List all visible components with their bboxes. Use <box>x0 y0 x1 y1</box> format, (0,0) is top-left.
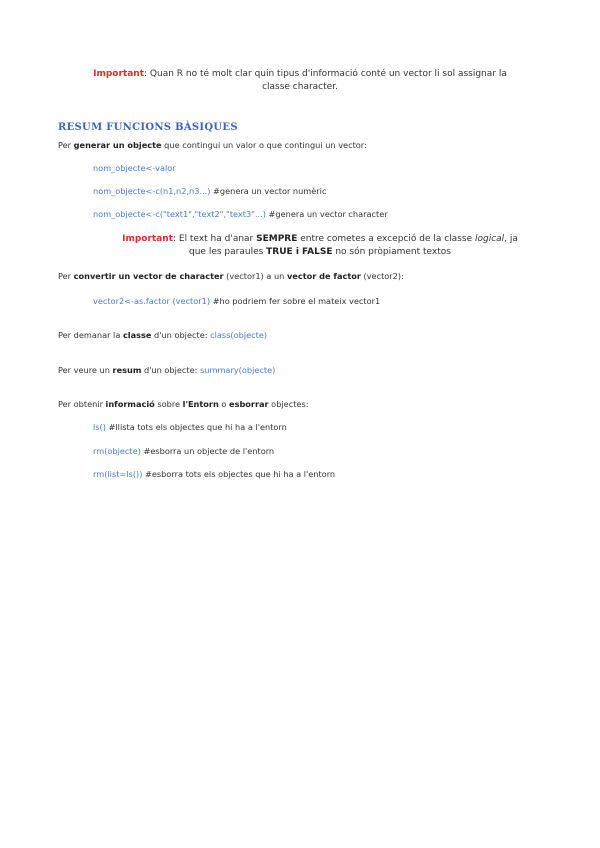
text-segment: Per <box>58 271 74 281</box>
italic-term: logical <box>474 234 505 244</box>
code-line <box>93 186 326 196</box>
text-segment: , ja <box>504 234 518 244</box>
important-note-top-text: : Quan R no té molt clar quin tipus d'informació conté un vector li sol assignar la <box>144 69 507 79</box>
code-snippet: summary(objecte) <box>200 365 276 375</box>
bold-term: SEMPRE <box>256 234 298 244</box>
code-snippet: nom_objecte<-c(n1,n2,n3...) <box>93 186 211 196</box>
code-comment: #genera un vector character <box>265 209 388 219</box>
code-comment: #esborra tots els objectes que hi ha a l'entorn <box>142 469 336 479</box>
code-line <box>93 446 274 456</box>
text-segment: Per <box>58 140 74 150</box>
code-line <box>93 209 388 219</box>
bold-term: generar un objecte <box>73 140 162 150</box>
text-segment: objectes: <box>268 399 309 409</box>
paragraph-entorn <box>58 399 308 409</box>
important-label: Important <box>122 234 173 244</box>
code-snippet: nom_objecte<-valor <box>93 163 176 173</box>
bold-term: vector de factor <box>286 271 361 281</box>
paragraph-classe <box>58 330 267 340</box>
important-note-text-line1 <box>80 233 560 246</box>
paragraph-generar <box>58 140 367 150</box>
important-note-top-line2: classe character. <box>262 82 338 92</box>
code-line <box>93 422 287 432</box>
bold-term: informació <box>105 399 155 409</box>
code-comment: #genera un vector numèric <box>210 186 327 196</box>
bold-term: resum <box>112 365 142 375</box>
text-segment: Per demanar la <box>58 330 123 340</box>
code-line <box>93 296 380 306</box>
text-segment: que contingui un valor o que contingui un vector: <box>161 140 367 150</box>
text-segment: que les paraules <box>189 247 267 257</box>
text-segment: (vector1) a un <box>223 271 287 281</box>
important-note-top <box>40 68 560 94</box>
code-snippet: vector2<-as.factor (vector1) <box>93 296 211 306</box>
paragraph-resum <box>58 365 275 375</box>
code-snippet: rm(list=ls()) <box>93 469 143 479</box>
important-label: Important <box>93 69 145 79</box>
text-segment: Per veure un <box>58 365 113 375</box>
text-segment: sobre <box>154 399 183 409</box>
text-segment: Per obtenir <box>58 399 106 409</box>
bold-term: convertir un vector de character <box>73 271 224 281</box>
important-note-text <box>80 233 560 259</box>
bold-term: classe <box>122 330 152 340</box>
bold-term: TRUE i FALSE <box>266 247 333 257</box>
section-title: RESUM FUNCIONS BÀSIQUES <box>58 122 238 133</box>
bold-term: l'Entorn <box>182 399 219 409</box>
code-comment: #ho podriem fer sobre el mateix vector1 <box>210 296 381 306</box>
code-comment: #esborra un objecte de l'entorn <box>140 446 275 456</box>
text-segment: no són pròpiament textos <box>332 247 451 257</box>
important-note-top-line1 <box>40 68 560 81</box>
code-snippet: nom_objecte<-c("text1","text2","text3"...) <box>93 209 266 219</box>
code-line <box>93 469 335 479</box>
paragraph-convertir <box>58 271 404 281</box>
important-note-text-line2 <box>80 246 560 259</box>
text-segment: (vector2): <box>360 271 404 281</box>
bold-term: esborrar <box>229 399 269 409</box>
text-segment: d'un objecte: <box>151 330 211 340</box>
text-segment: entre cometes a excepció de la classe <box>297 234 475 244</box>
code-snippet: rm(objecte) <box>93 446 141 456</box>
text-segment: : El text ha d'anar <box>172 234 257 244</box>
text-segment: o <box>218 399 230 409</box>
code-snippet: ls() <box>93 422 106 432</box>
text-segment: d'un objecte: <box>141 365 201 375</box>
code-comment: #llista tots els objectes que hi ha a l'entorn <box>105 422 287 432</box>
code-snippet: class(objecte) <box>210 330 268 340</box>
code-line <box>93 163 176 173</box>
